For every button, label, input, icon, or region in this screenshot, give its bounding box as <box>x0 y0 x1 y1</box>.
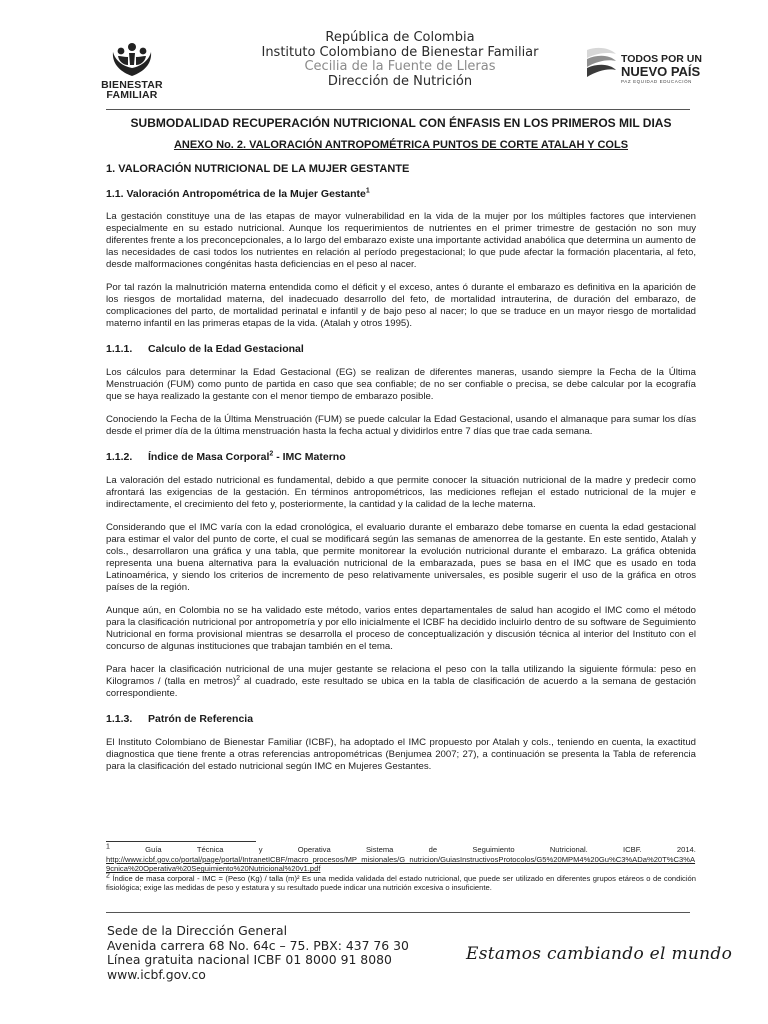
paragraph-imc-age: Considerando que el IMC varía con la edad cronológica, el evaluario durante el embarazo debe tomarse en cuenta la edad gestacional para estimar el valor del punto de corte, el cual se modificará según las semanas de amenorrea de la gestante. En este sentido, Atalah y cols., desarrollaron una gráfica y una tabla, que permite monitorear la evolución nutricional durante el embarazo. La gráfica obtenida representa una buena alternativa para la evaluación nutricional de la embarazada, pues se basa en el IMC que es usado en toda Latinoamérica, y siendo los criterios de incremento de peso relativamente universales, es posible sugerir el uso de la gráfica en otros países de la región. <box>106 522 696 593</box>
footnote-2-text: Índice de masa corporal - IMC = (Peso (Kg) / talla (m)² Es una medida validada del estado nutricional, que puede ser utilizado en diferentes grupos etáreos o de condición fisiológica; exige las medidas de peso y estatura y su resultado puede indicar una nutrición excesiva o insuficiente. <box>106 873 696 893</box>
footer-line-website[interactable]: www.icbf.gov.co <box>107 966 206 982</box>
footnote-1 <box>106 845 696 874</box>
footnote-1-number: 1 <box>106 843 110 851</box>
header-line-named: Cecilia de la Fuente de Lleras <box>304 59 496 74</box>
institution-header <box>230 31 570 89</box>
paragraph-formula <box>106 664 696 700</box>
paragraph-gestation: La gestación constituye una de las etapas de mayor vulnerabilidad en la vida de la mujer por los múltiples factores que intervienen especialmente en su estado nutricional. Aunque los requerimientos de nutrientes en el primer trimestre de gestación no son muy diferentes frente a los preconcepcionales, a lo largo del embarazo existe una importante actividad anabólica que determina un aumento de las necesidades de casi todos los nutrientes en relación al período pregestacional; lo que pude afectar la formación placentaria, al feto, desde malformaciones congénitas hasta deficiencias en el peso al nacer. <box>106 211 696 270</box>
header-line-direction: Dirección de Nutrición <box>327 73 473 89</box>
flag-swoosh-icon <box>584 44 618 88</box>
section-1-1-1-number: 1.1.1. <box>106 343 133 355</box>
section-1-heading: 1. VALORACIÓN NUTRICIONAL DE LA MUJER GESTANTE <box>106 163 410 175</box>
paragraph-colombia-validation: Aunque aún, en Colombia no se ha validado este método, varios entes departamentales de salud han acogido el IMC como el método para la clasificación nutricional por antropometría y por ello inicialmente el ICBF ha decidido incluirlo dentro de su software de Seguimiento Nutricional en forma provisional mientras se desarrolla el proceso de conceptualización y discusión técnica al interior del Instituto con el concurso de algunas instituciones que trabajan también en el tema. <box>106 605 696 652</box>
section-1-1-2-title-a: Índice de Masa Corporal <box>148 451 270 463</box>
footnote-1-word: Operativa <box>297 845 331 854</box>
footer-line-address: Avenida carrera 68 No. 64c – 75. PBX: 437 76 30 <box>107 937 409 953</box>
footnote-1-word: ICBF. <box>623 845 642 854</box>
footnote-separator <box>106 841 256 842</box>
government-logo <box>584 44 704 90</box>
formula-text-b: al cuadrado, este resultado se ubica en la tabla de clasificación de acuerdo a la semana de gestación correspondiente. <box>106 676 697 699</box>
header-line-country: República de Colombia <box>325 30 475 45</box>
footnote-1-word: Nutricional. <box>549 845 588 854</box>
footnotes <box>106 845 696 893</box>
section-1-1-title: Valoración Antropométrica de la Mujer Gestante <box>126 188 366 200</box>
footer-line-phone: Línea gratuita nacional ICBF 01 8000 91 8080 <box>107 952 392 968</box>
footnote-1-word: Guía <box>145 845 162 854</box>
paragraph-gestational-age: Los cálculos para determinar la Edad Gestacional (EG) se realizan de diferentes maneras, usando siempre la Fecha de la Última Menstruación (FUM) como punto de partida en caso que sea confiable; de no ser confiable o precisa, se debe calcular por la ecografía que se haya realizado la gestante con el menor tiempo de embarazo posible. <box>106 367 696 402</box>
footnote-1-word: y <box>258 845 263 854</box>
footnote-2-number: 2 <box>106 872 110 880</box>
paragraph-fum: Conociendo la Fecha de la Última Menstruación (FUM) se puede calcular la Edad Gestacional, usando el almanaque para sumar los días desde el primer día de la última menstruación hasta la fecha actual y dividirlos entre 7 días que trae cada semana. <box>106 414 696 437</box>
footer-slogan: Estamos cambiando el mundo <box>466 944 733 964</box>
section-1-1-3-number: 1.1.3. <box>106 713 133 725</box>
section-1-1-3-heading <box>106 712 696 726</box>
gov-logo-line-3: PAZ EQUIDAD EDUCACIÓN <box>621 79 693 84</box>
paragraph-malnutrition: Por tal razón la malnutrición materna entendida como el déficit y el exceso, antes ó durante el embarazo es definitiva en la aparición de los riesgos de mortalidad materna, del inadecuado desarrollo del feto, de mortalidad intrauterina, de duración del embarazo, de complicaciones del parto, de mortalidad perinatal e infantil y de bajo peso al nacer; lo que se traduce en un mayor riesgo de mortalidad materno infantil en las primeras etapas de la vida. (Atalah y otros 1995). <box>106 282 696 329</box>
section-1-1-3-title: Patrón de Referencia <box>148 713 254 725</box>
paragraph-reference-pattern: El Instituto Colombiano de Bienestar Familiar (ICBF), ha adoptado el IMC propuesto por Atalah y cols., teniendo en cuenta, la exactitud diagnostica que tiene frente a otras referencias antropométricas (Benjumea 2007; 27), a continuación se presenta la Tabla de referencia para la clasificación del estado nutricional según IMC en Mujeres Gestantes. <box>106 737 696 772</box>
brand-line-2: FAMILIAR <box>106 89 158 101</box>
gov-logo-line-2: NUEVO PAÍS <box>621 64 701 79</box>
footnote-ref-1[interactable]: 1 <box>365 187 370 195</box>
family-hands-icon <box>109 38 155 80</box>
section-1-1-heading <box>106 187 696 201</box>
section-1-1-2-title-b: - IMC Materno <box>273 451 346 463</box>
gov-logo-line-1: TODOS POR UN <box>621 53 702 65</box>
footer-address <box>107 924 409 982</box>
formula-text-a: Para hacer la clasificación nutricional de una mujer gestante se relaciona el peso con la talla utilizando la siguiente fórmula: peso en Kilogramos / (talla en metros) <box>106 664 696 687</box>
section-1-1-number: 1.1. <box>106 188 124 200</box>
header-line-institute: Instituto Colombiano de Bienestar Familiar <box>261 44 539 60</box>
footnote-2 <box>106 874 696 893</box>
footer-line-headquarters: Sede de la Dirección General <box>107 923 288 938</box>
paragraph-nutritional-assessment: La valoración del estado nutricional es fundamental, debido a que permite conocer la situación nutricional de la madre y predecir como afrontará las exigencias de la gestación. En términos antropométricos, las mediciones reflejan el estado nutricional de la mujer e indirectamente, el crecimiento del feto y, posteriormente, la cantidad y la calidad de la leche materna. <box>106 475 696 510</box>
footer-divider <box>106 912 690 913</box>
section-1-1-2-heading <box>106 450 696 464</box>
footnote-1-word: de <box>428 845 438 854</box>
document-body <box>106 115 696 773</box>
icbf-logo <box>100 38 164 104</box>
footnote-1-word: Técnica <box>196 845 224 854</box>
section-1-1-1-heading <box>106 342 696 356</box>
footnote-1-word: 2014. <box>676 845 696 854</box>
footnote-ref-2[interactable]: 2 <box>269 450 274 458</box>
header-divider <box>106 109 690 110</box>
formula-superscript: 2 <box>236 674 241 682</box>
footnote-1-word: Sistema <box>365 845 394 854</box>
footnote-1-citation <box>106 845 696 855</box>
section-1-1-2-number: 1.1.2. <box>106 451 133 463</box>
annex-title: ANEXO No. 2. VALORACIÓN ANTROPOMÉTRICA PUNTOS DE CORTE ATALAH Y COLS <box>173 139 629 151</box>
section-1-1-1-title: Calculo de la Edad Gestacional <box>148 343 304 355</box>
footnote-1-word: Seguimiento <box>472 845 515 854</box>
footnote-1-link[interactable]: http://www.icbf.gov.co/portal/page/portal/IntranetICBF/macro_procesos/MP_misionales/G_nutricion/GuiasInstructivosProtocolos/G5%20MPM4%20Gu%C3%ADa%20T%C3%A9cnica%20Operativa%20Seguimiento%20Nutricional%20v1.pdf <box>106 854 696 874</box>
brand-line-1: BIENESTAR <box>101 79 163 91</box>
document-title: SUBMODALIDAD RECUPERACIÓN NUTRICIONAL CON ÉNFASIS EN LOS PRIMEROS MIL DIAS <box>130 116 672 130</box>
